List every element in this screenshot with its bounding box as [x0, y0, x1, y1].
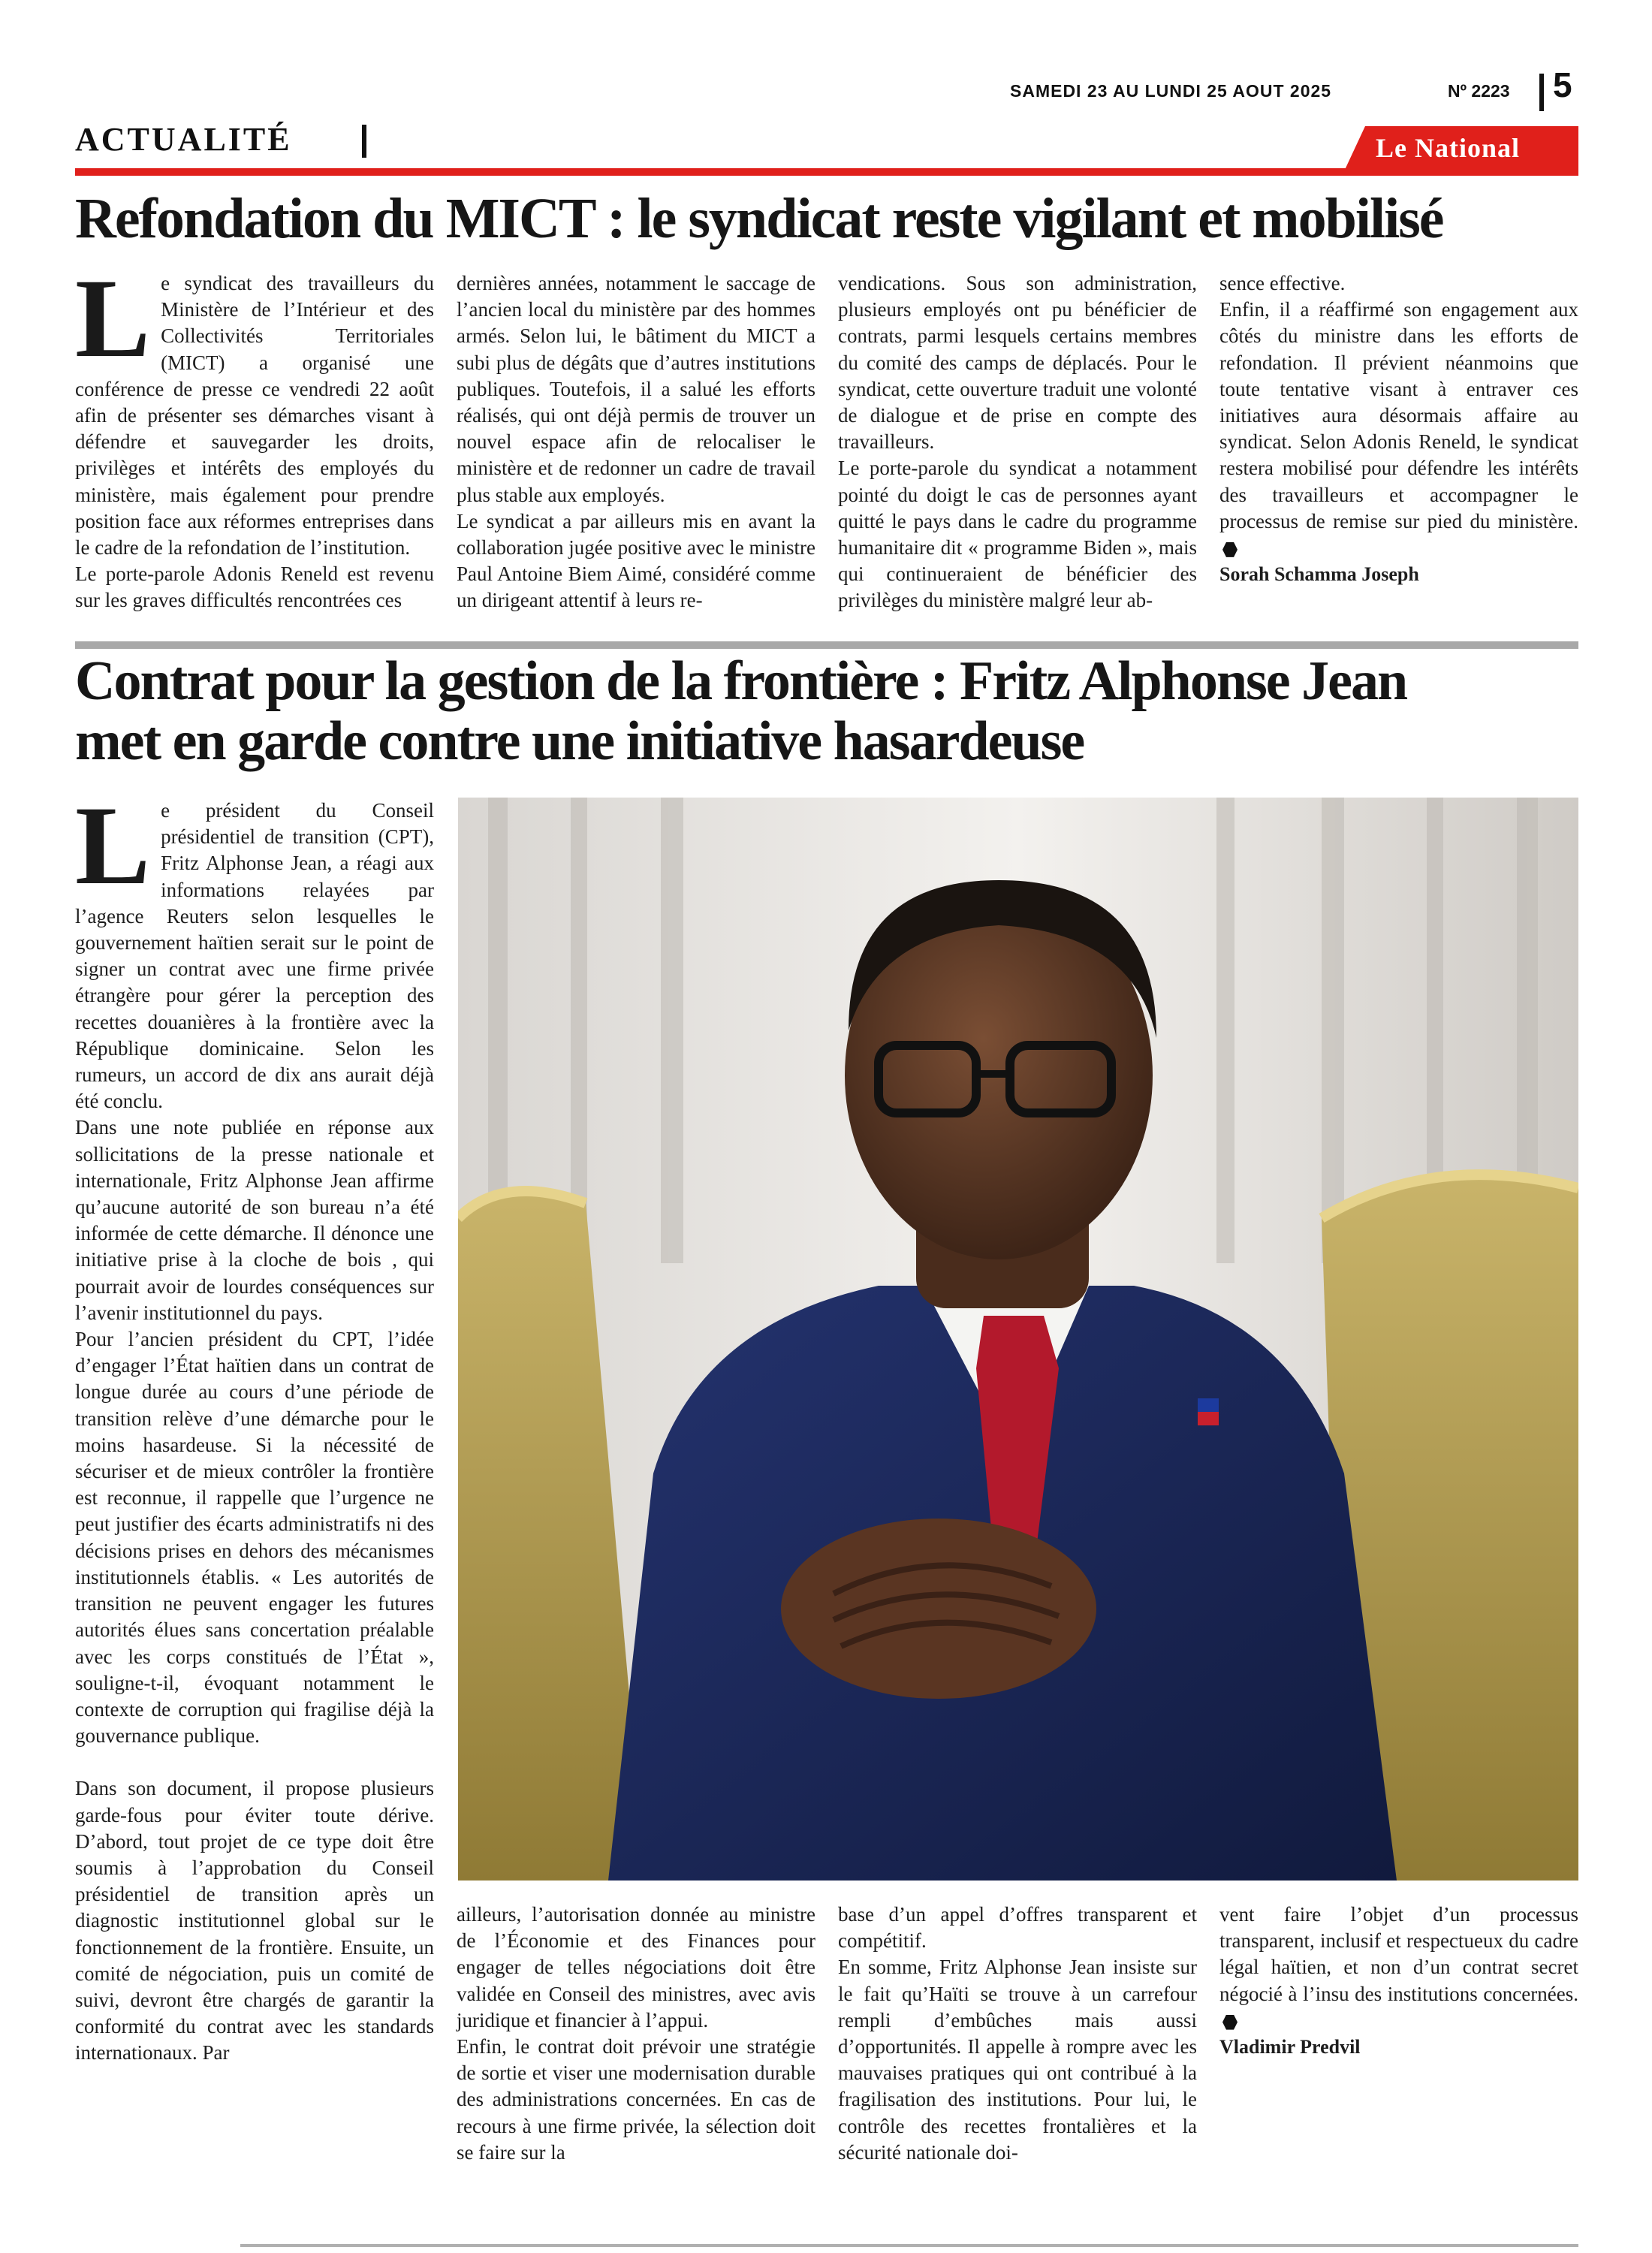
article2-paragraph: Dans son document, il propose plusieurs garde-fous pour éviter toute dérive. D’abord, tout projet de ce type doit être soumis à l’approbation du Conseil présidentiel de transition après un diagnostic institutionnel global sur le fonctionnement de la frontière. Ensuite, un comité de négociation, puis un comité de suivi, devront être chargés de garantir la conformité du contrat avec les standards internationaux. Par [75, 1777, 434, 2064]
page-number-divider [1539, 74, 1544, 111]
article2-paragraph: En somme, Fritz Alphonse Jean insiste sur le fait qu’Haïti se trouve à un carrefour rempli d’embûches mais aussi d’opportunités. Il appelle à rompre avec les mauvaises pratiques qui ont contribué à la fragilisation des institutions. Pour lui, le contrôle des recettes frontalières et la sécurité nationale doi- [838, 1956, 1197, 2164]
article1-author: Sorah Schamma Joseph [1219, 563, 1419, 586]
article1-paragraph: Le syndicat a par ailleurs mis en avant la collaboration jugée positive avec le ministre Paul Antoine Biem Aimé, considéré comme un dirigeant attentif à leurs re- [457, 509, 815, 612]
article2-column-1 [75, 783, 434, 2067]
article1-column-3 [838, 270, 1197, 614]
article2-column-2 [457, 1902, 815, 2166]
article2-author: Vladimir Predvil [1219, 2036, 1361, 2058]
article2-paragraph: ailleurs, l’autorisation donnée au ministre de l’Économie et des Finances pour engager de telles négociations doit être validée en Conseil des ministres, avec avis juridique et financier à l’appui. [457, 1903, 815, 2031]
article2-paragraph: Pour l’ancien président du CPT, l’idée d’engager l’État haïtien dans un contrat de longue durée au cours d’une période de transition relève d’une démarche pour le moins hasardeuse. Si la nécessité de sécuriser et de mieux contrôler la frontière est reconnue, il rappelle que l’urgence ne peut justifier des écarts administratifs ni des décisions prises en dehors des mécanismes institutionnels établis. « Les autorités de transition ne peuvent engager les futures autorités élues sans concertation préalable avec les corps constitués de l’État », souligne-t-il, évoquant notamment le contexte de corruption qui fragilise déjà la gouvernance publique. [75, 1328, 434, 1748]
article2-paragraph: Le président du Conseil présidentiel de transition (CPT), Fritz Alphonse Jean, a réagi aux informations relayées par l’agence Reuters selon lesquelles le gouvernement haïtien serait sur le point de signer un contrat avec une firme privée étrangère pour gérer la perception des recettes douanières à la frontière avec la République dominicaine. Selon les rumeurs, un accord de dix ans aurait déjà été conclu. [75, 783, 434, 1113]
end-mark-icon [1222, 542, 1237, 557]
dropcap: L [75, 783, 151, 908]
article-divider [75, 641, 1578, 649]
article2-paragraph: Dans une note publiée en réponse aux sollicitations de la presse nationale et internationale, Fritz Alphonse Jean affirme qu’aucune autorité de son bureau n’a été informée de cette démarche. Il dénonce une initiative prise à la cloche de bois , qui pourrait avoir de lourdes conséquences sur l’avenir institutionnel du pays. [75, 1116, 434, 1324]
article1-column-2 [457, 270, 815, 614]
brand-name: Le National [1376, 133, 1521, 163]
article2-title: Contrat pour la gestion de la frontière : Fritz Alphonse Jean met en garde contre une initiative hasardeuse [75, 650, 1407, 772]
issue-number: Nº 2223 [1448, 81, 1510, 101]
article1-paragraph: vendications. Sous son administration, plusieurs employés ont pu bénéficier de contrats, parmi lesquels certains membres du comité des camps de déplacés. Pour le syndicat, cette ouverture traduit une volonté de dialogue et de prise en compte des travailleurs. [838, 272, 1197, 454]
article1-column-1 [75, 256, 434, 614]
header-rule [75, 168, 1578, 176]
article1-title: Refondation du MICT : le syndicat reste vigilant et mobilisé [75, 187, 1443, 250]
article2-paragraph: base d’un appel d’offres transparent et compétitif. [838, 1903, 1197, 1953]
portrait-photo [458, 798, 1578, 1881]
section-label: ACTUALITÉ [75, 121, 292, 158]
article1-paragraph: Le porte-parole du syndicat a notamment pointé du doigt le cas de personnes ayant quitté le pays dans le cadre du programme humanitaire dit « programme Biden », mais qui continueraient de bénéficier des privilèges du ministère malgré leur ab- [838, 457, 1197, 612]
article2-column-4 [1219, 1902, 1578, 2060]
issue-date: SAMEDI 23 AU LUNDI 25 AOUT 2025 [1010, 81, 1332, 101]
article1-paragraph: sence effective. [1219, 272, 1346, 294]
article1-paragraph: Le porte-parole Adonis Reneld est revenu sur les graves difficultés rencontrées ces [75, 562, 434, 612]
article2-column-3 [838, 1902, 1197, 2166]
page-number: 5 [1553, 65, 1572, 104]
paragraph-spacer [75, 1749, 434, 1775]
footer-rule [240, 2244, 1578, 2247]
end-mark-icon [1222, 2015, 1237, 2030]
article1-paragraph: Le syndicat des travailleurs du Ministère de l’Intérieur et des Collectivités Territoriales (MICT) a organisé une conférence de presse ce vendredi 22 août afin de présenter ses démarches visant à défendre et sauvegarder les droits, privilèges et intérêts des employés du ministère, mais également pour prendre position face aux réformes entreprises dans le cadre de la refondation de l’institution. [75, 256, 434, 559]
article2-paragraph: Enfin, le contrat doit prévoir une stratégie de sortie et viser une modernisation durable des administrations concernées. En cas de recours à une firme privée, la sélection doit se faire sur la [457, 2035, 815, 2164]
article1-column-4 [1219, 270, 1578, 587]
article1-paragraph: Enfin, il a réaffirmé son engagement aux côtés du ministre dans les efforts de refondation. Il prévient néanmoins que toute tentative visant à entraver ces initiatives aura désormais affaire au syndicat. Selon Adonis Reneld, le syndicat restera mobilisé pour défendre les intérêts des travailleurs et accompagner le processus de remise sur pied du ministère. [1219, 297, 1578, 561]
section-divider [362, 125, 366, 158]
article1-paragraph: dernières années, notamment le saccage de l’ancien local du ministère par des hommes armés. Selon lui, le bâtiment du MICT a subi plus de dégâts que d’autres institutions publiques. Toutefois, il a salué les efforts réalisés, qui ont déjà permis de trouver un nouvel espace afin de relocaliser le ministère et de redonner un cadre de travail plus stable aux employés. [457, 272, 815, 506]
article2-paragraph: vent faire l’objet d’un processus transparent, inclusif et respectueux du cadre légal haïtien, et non d’un contrat secret négocié à l’insu des institutions concernées. [1219, 1902, 1578, 2034]
dropcap: L [75, 256, 151, 381]
